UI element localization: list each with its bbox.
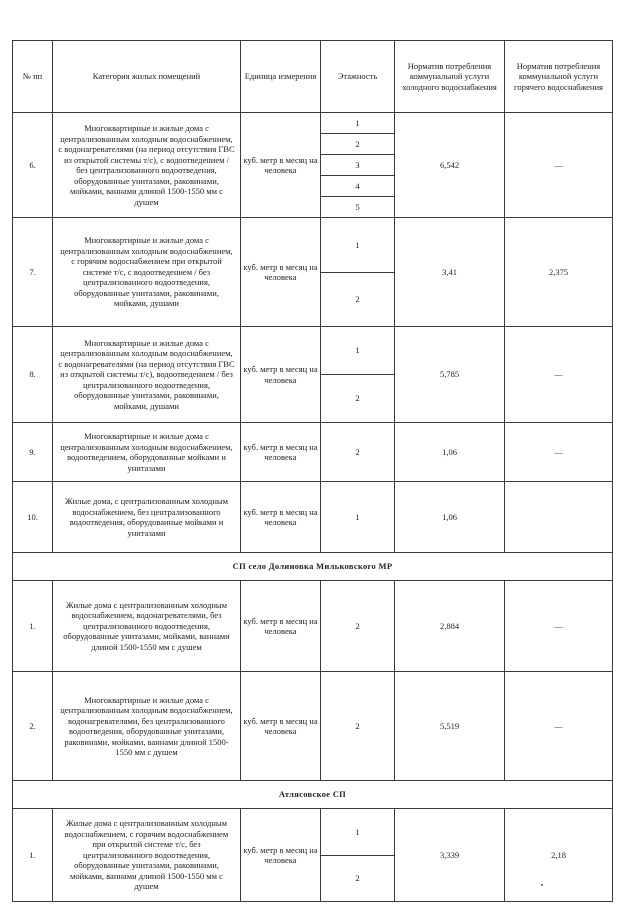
row-floors (321, 809, 395, 902)
row-category: Жилые дома, с централизованным холодным водоснабжением, без централизованного водоотведения, оборудованные мойками и унитазами (53, 482, 241, 553)
row-unit: куб. метр в месяц на человека (241, 809, 321, 902)
section-title: Атлясовское СП (13, 781, 613, 809)
row-hot-norm: — (505, 672, 613, 781)
row-unit: куб. метр в месяц на человека (241, 672, 321, 781)
header-num: № пп (13, 41, 53, 113)
table-row (13, 113, 613, 218)
floor-value: 4 (321, 175, 394, 196)
row-number: 9. (13, 423, 53, 482)
row-cold-norm: 6,542 (395, 113, 505, 218)
row-cold-norm: 2,884 (395, 581, 505, 672)
row-floors (321, 672, 395, 781)
row-floors (321, 581, 395, 672)
row-unit: куб. метр в месяц на человека (241, 482, 321, 553)
row-number: 1. (13, 809, 53, 902)
row-floors (321, 482, 395, 553)
table-row (13, 672, 613, 781)
floor-value: 1 (355, 826, 360, 837)
table-row (13, 327, 613, 423)
floor-value: 2 (321, 133, 394, 154)
row-category: Многоквартирные и жилые дома с централизованным холодным водоснабжением, с горячим водоснабжением при открытой системе т/с, с водоотведением / без централизованного водоотведения, оборудованные унитазами, раковинами, мойками, душами (53, 218, 241, 327)
row-floors (321, 218, 395, 327)
scan-speck (541, 884, 543, 886)
row-floors (321, 113, 395, 218)
floor-value: 2 (321, 855, 394, 902)
row-hot-norm: 2,18 (505, 809, 613, 902)
row-cold-norm: 1,06 (395, 482, 505, 553)
row-number: 10. (13, 482, 53, 553)
floor-value: 1 (355, 511, 360, 522)
header-row (13, 41, 613, 113)
section-header-row (13, 553, 613, 581)
floor-value: 1 (355, 117, 360, 128)
row-number: 7. (13, 218, 53, 327)
row-unit: куб. метр в месяц на человека (241, 327, 321, 423)
header-cold: Норматив потребления коммунальной услуги холодного водоснабжения (395, 41, 505, 113)
floors-list (321, 809, 394, 901)
row-floors (321, 423, 395, 482)
table-row (13, 218, 613, 327)
floor-value: 2 (355, 620, 360, 631)
floors-list (321, 218, 394, 326)
floor-value: 1 (355, 239, 360, 250)
floor-value: 2 (355, 446, 360, 457)
floors-list (321, 581, 394, 671)
floor-value: 3 (321, 154, 394, 175)
norms-table (12, 40, 613, 902)
row-hot-norm: — (505, 423, 613, 482)
row-unit: куб. метр в месяц на человека (241, 423, 321, 482)
floors-list (321, 113, 394, 217)
floor-value: 2 (321, 272, 394, 327)
floor-value: 5 (321, 196, 394, 217)
row-number: 2. (13, 672, 53, 781)
row-number: 8. (13, 327, 53, 423)
header-unit: Единица измерения (241, 41, 321, 113)
floor-value: 2 (321, 374, 394, 422)
row-number: 1. (13, 581, 53, 672)
table-row (13, 809, 613, 902)
section-title: СП село Долиновка Мильковского МР (13, 553, 613, 581)
table-row (13, 482, 613, 553)
header-hot: Норматив потребления коммунальной услуги горячего водоснабжения (505, 41, 613, 113)
row-category: Жилые дома с централизованным холодным водоснабжением, водонагревателями, без централизованного водоотведения, оборудованные унитазами, мойками, ваннами длиной 1500-1550 мм с душем (53, 581, 241, 672)
floors-list (321, 423, 394, 481)
row-cold-norm: 5,785 (395, 327, 505, 423)
floors-list (321, 482, 394, 552)
row-unit: куб. метр в месяц на человека (241, 113, 321, 218)
row-category: Многоквартирные и жилые дома с централизованным холодным водоснабжением, с водонагревателями (на период отсутствия ГВС из открытой системы т/с), с водоотведением / без централизованного водоотведения, оборудованные унитазами, раковинами, мойками, ваннами длиной 1500-1550 мм с душем (53, 113, 241, 218)
row-floors (321, 327, 395, 423)
row-category: Жилые дома с централизованным холодным водоснабжением, с горячим водоснабжением при открытой системе т/с, без централизованного водоотведения, оборудованные унитазами, раковинами, мойками, ваннами длиной 1500-1550 мм с душем (53, 809, 241, 902)
row-hot-norm: — (505, 113, 613, 218)
norms-table-body (13, 41, 613, 902)
row-number: 6. (13, 113, 53, 218)
header-floors: Этажность (321, 41, 395, 113)
row-cold-norm: 3,41 (395, 218, 505, 327)
row-unit: куб. метр в месяц на человека (241, 218, 321, 327)
floors-list (321, 327, 394, 422)
row-hot-norm: 2,375 (505, 218, 613, 327)
row-category: Многоквартирные и жилые дома с централизованным холодным водоснабжением, водоотведением, оборудованные мойками и унитазами (53, 423, 241, 482)
floors-list (321, 672, 394, 780)
section-header-row (13, 781, 613, 809)
row-hot-norm: — (505, 581, 613, 672)
row-unit: куб. метр в месяц на человека (241, 581, 321, 672)
table-row (13, 581, 613, 672)
header-category: Категория жилых помещений (53, 41, 241, 113)
table-row (13, 423, 613, 482)
floor-value: 2 (355, 720, 360, 731)
row-cold-norm: 3,339 (395, 809, 505, 902)
row-cold-norm: 1,06 (395, 423, 505, 482)
row-hot-norm: — (505, 327, 613, 423)
row-category: Многоквартирные и жилые дома с централизованным холодным водоснабжением, водонагревателями, без централизованного водоотведения, оборудованные унитазами, раковинами, мойками, ваннами длиной 1500-1550 мм с душем (53, 672, 241, 781)
row-hot-norm (505, 482, 613, 553)
row-category: Многоквартирные и жилые дома с централизованным холодным водоснабжением, с водонагревателями (на период отсутствия ГВС из открытой системы т/с), водоотведением / без централизованного водоотведения, оборудованные унитазами, раковинами, мойками, душами (53, 327, 241, 423)
row-cold-norm: 5,519 (395, 672, 505, 781)
floor-value: 1 (355, 345, 360, 356)
